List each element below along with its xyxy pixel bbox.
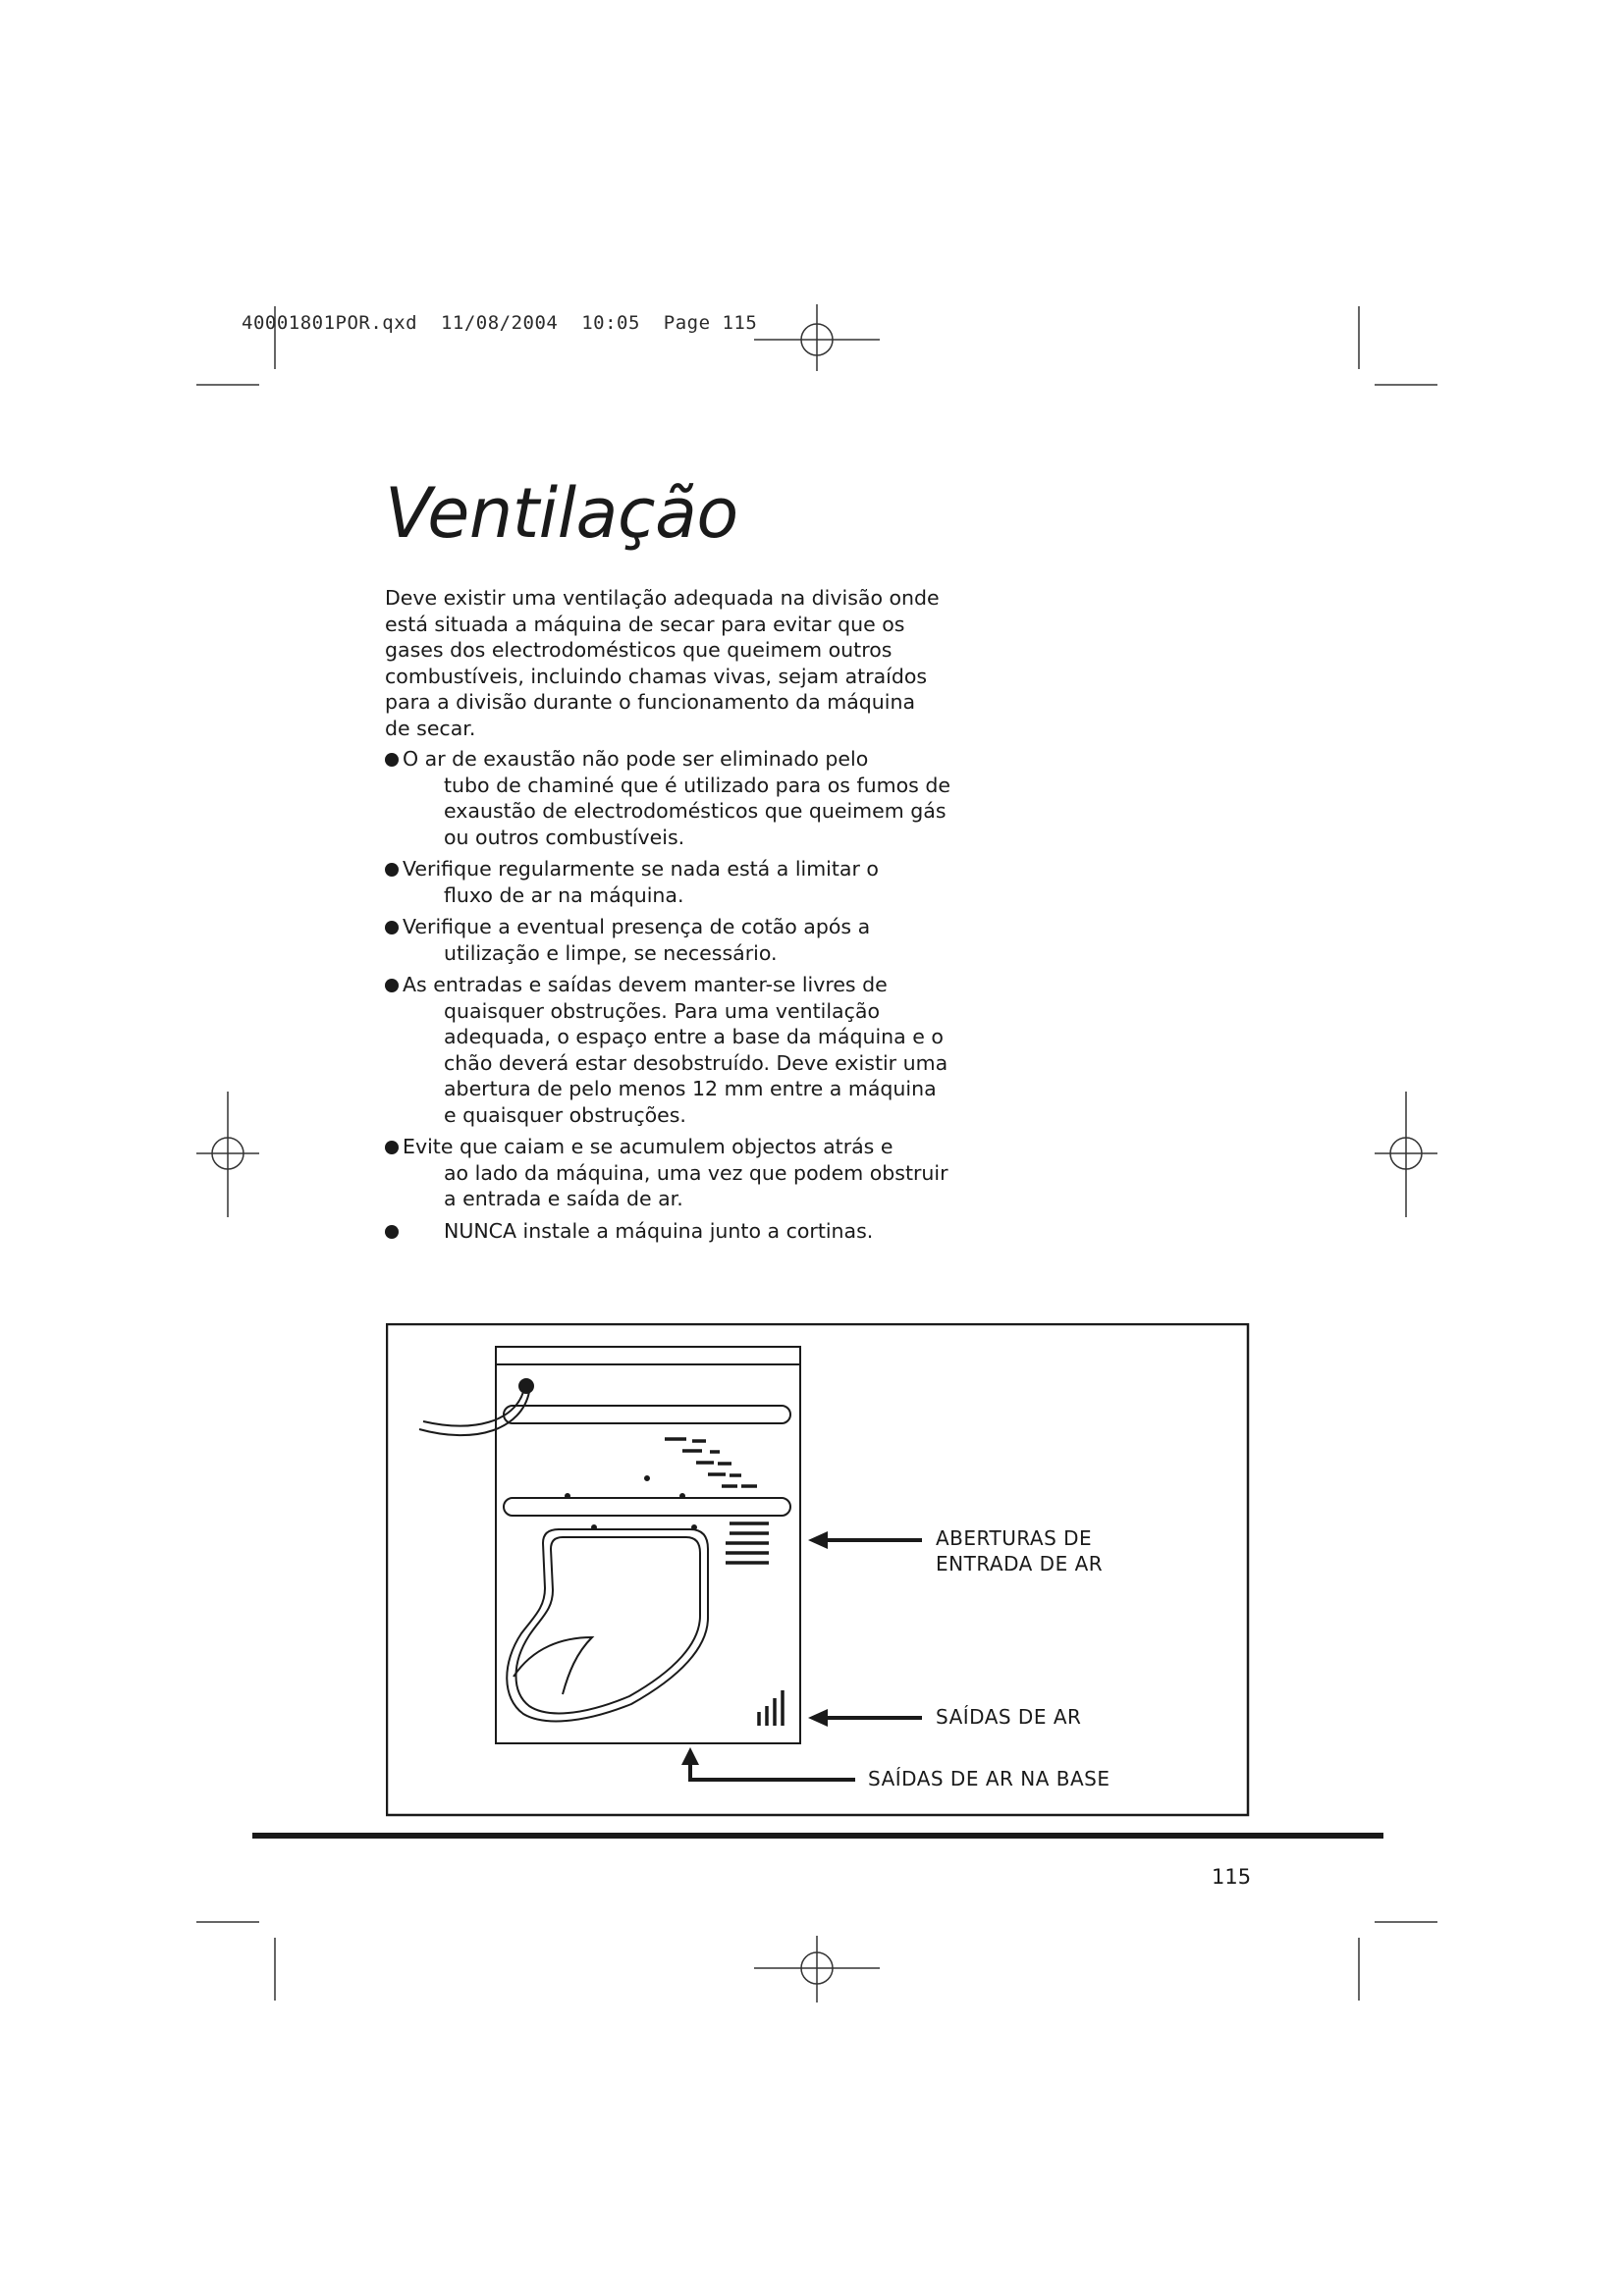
page-title: Ventilação [385, 473, 738, 554]
dryer-illustration [419, 1347, 800, 1743]
ventilation-bullet-list [381, 746, 950, 1250]
bullet-item: As entradas e saídas devem manter-se livres de quaisquer obstruções. Para uma ventilação adequada, o espaço entre a base da máquina e o chão deverá estar desobstruído. Deve existir uma abertura de pelo menos 12 mm entre a máquina e quaisquer obstruções. [381, 972, 950, 1128]
bullet-icon [385, 979, 399, 992]
inlet-label-line-1: ABERTURAS DE [936, 1526, 1093, 1550]
outlet-label: SAÍDAS DE AR [936, 1705, 1082, 1729]
base-outlet-label: SAÍDAS DE AR NA BASE [868, 1767, 1110, 1790]
air-outlet-vents [759, 1690, 783, 1726]
base-arrow-icon [681, 1747, 855, 1780]
ventilation-diagram [386, 1323, 1250, 1818]
bullet-icon [385, 921, 399, 934]
intro-paragraph: Deve existir uma ventilação adequada na divisão onde está situada a máquina de secar para evitar que os gases dos electrodomésticos que queimem outros combustíveis, incluindo chamas vivas, sejam atraídos para a divisão durante o funcionamento da máquina de secar. [385, 586, 940, 740]
bullet-item: O ar de exaustão não pode ser eliminado pelo tubo de chaminé que é utilizado para os fumos de exaustão de electrodomésticos que queimem gás ou outros combustíveis. [381, 746, 950, 850]
inlet-label-line-2: ENTRADA DE AR [936, 1552, 1104, 1575]
inlet-arrow-icon [808, 1531, 922, 1549]
bullet-item: NUNCA instale a máquina junto a cortinas. [381, 1218, 950, 1245]
bullet-icon [385, 1141, 399, 1154]
bullet-icon [385, 753, 399, 767]
bullet-item: Verifique regularmente se nada está a limitar o fluxo de ar na máquina. [381, 856, 950, 908]
bullet-item: Evite que caiam e se acumulem objectos atrás e ao lado da máquina, uma vez que podem obstruir a entrada e saída de ar. [381, 1134, 950, 1212]
page-number: 115 [1212, 1865, 1252, 1889]
air-inlet-vents [726, 1523, 769, 1563]
bullet-icon [385, 1225, 399, 1239]
outlet-arrow-icon [808, 1709, 922, 1727]
file-slug: 40001801POR.qxd 11/08/2004 10:05 Page 115 [242, 312, 758, 334]
footer-rule [252, 1833, 1383, 1839]
bullet-item: Verifique a eventual presença de cotão após a utilização e limpe, se necessário. [381, 914, 950, 966]
bullet-icon [385, 863, 399, 877]
